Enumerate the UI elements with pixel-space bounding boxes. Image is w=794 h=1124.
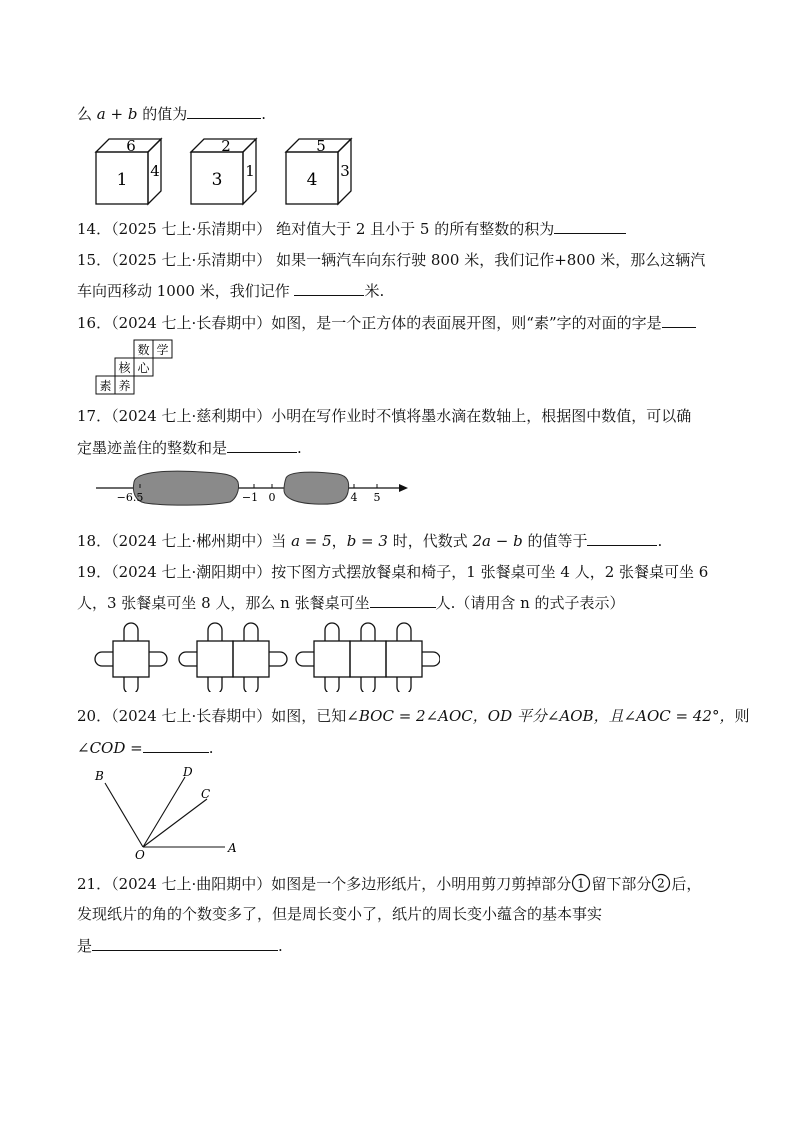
tick-label-5: 5 <box>373 491 381 504</box>
q13-expr: a + b <box>96 105 138 123</box>
q21-line2: 发现纸片的角的个数变多了，但是周长变小了，纸片的周长变小蕴含的基本事实 <box>77 905 603 923</box>
cube-2-side: 1 <box>245 162 255 180</box>
table-arrangement-2 <box>179 623 287 692</box>
tick-label-1: −6.5 <box>116 491 144 504</box>
cube-3-top: 5 <box>316 137 326 155</box>
svg-text:1: 1 <box>577 876 586 891</box>
cube-3-front: 4 <box>306 170 318 190</box>
net-cell-3: 核 <box>118 361 131 375</box>
table-arrangement-1 <box>95 623 167 692</box>
cube-1-front: 1 <box>116 170 128 190</box>
q16: 16．（2024 七上·长春期中）如图，是一个正方体的表面展开图，则“素”字的对面的字是 <box>77 313 696 333</box>
answer-blank[interactable] <box>370 593 436 608</box>
answer-blank[interactable] <box>187 104 261 119</box>
answer-blank[interactable] <box>662 313 696 328</box>
cube-2-front: 3 <box>211 170 223 190</box>
q13-tail: 么 a + b 的值为 . <box>77 105 266 123</box>
q14: 14．（2025 七上·乐清期中） 绝对值大于 2 且小于 5 的所有整数的积为 <box>77 219 626 239</box>
point-label-c: C <box>201 787 211 801</box>
number-line-figure <box>90 466 415 508</box>
answer-blank[interactable] <box>294 281 364 296</box>
table-arrangement-3 <box>296 623 440 692</box>
net-cell-1: 数 <box>137 343 150 357</box>
ink-blot-right <box>284 472 349 504</box>
cube-2-top: 2 <box>221 137 231 155</box>
answer-blank[interactable] <box>227 438 297 453</box>
q15-line2: 车向西移动 1000 米，我们记作 米. <box>77 282 385 300</box>
q19-line2: 人，3 张餐桌可坐 8 人，那么 n 张餐桌可坐 人.（请用含 n 的式子表示） <box>77 594 625 612</box>
circled-number-2 <box>651 873 671 893</box>
tick-label-3: 0 <box>268 491 276 504</box>
answer-blank[interactable] <box>92 936 278 951</box>
cube-1 <box>96 137 161 204</box>
cube-2 <box>191 137 256 204</box>
tick-label-4: 4 <box>350 491 358 504</box>
svg-text:2: 2 <box>657 876 666 891</box>
net-cell-6: 养 <box>118 379 131 393</box>
cube-1-top: 6 <box>126 137 136 155</box>
net-cell-2: 学 <box>156 343 169 357</box>
cube-1-side: 4 <box>150 162 160 180</box>
point-label-a: A <box>228 841 237 855</box>
tick-label-2: −1 <box>241 491 259 504</box>
q20-line1: 20．（2024 七上·长春期中）如图，已知∠BOC = 2∠AOC，OD 平分∠AOB，且∠AOC = 42°，则 <box>77 707 750 725</box>
answer-blank[interactable] <box>554 219 626 234</box>
q19-line1: 19．（2024 七上·潮阳期中）按下图方式摆放餐桌和椅子，1 张餐桌可坐 4 人，2 张餐桌可坐 6 <box>77 563 709 581</box>
answer-blank[interactable] <box>587 531 657 546</box>
q18: 18．（2024 七上·郴州期中）当 a = 5，b = 3 时，代数式 2a − b 的值等于 . <box>77 532 663 550</box>
q17-line2: 定墨迹盖住的整数和是 . <box>77 439 302 457</box>
tables-chairs-figure <box>90 622 440 692</box>
q17-line1: 17．（2024 七上·慈利期中）小明在写作业时不慎将墨水滴在数轴上，根据图中数值，可以确 <box>77 407 692 425</box>
circled-number-1 <box>571 873 591 893</box>
q15-line1: 15．（2025 七上·乐清期中） 如果一辆汽车向东行驶 800 米，我们记作+800 米，那么这辆汽 <box>77 251 706 269</box>
cube-net-figure <box>94 339 184 399</box>
ink-blot-left <box>133 471 238 505</box>
point-label-d: D <box>183 765 193 779</box>
cube-3-side: 3 <box>340 162 350 180</box>
cube-3 <box>286 137 351 204</box>
net-cell-4: 心 <box>137 361 150 375</box>
net-cell-5: 素 <box>99 379 112 393</box>
point-label-o: O <box>135 848 145 862</box>
q21-line3: 是 . <box>77 937 283 955</box>
q21-line1: 21．（2024 七上·曲阳期中）如图是一个多边形纸片，小明用剪刀剪掉部分 1 留下部分 2 后， <box>77 875 702 893</box>
dice-figure <box>90 133 390 208</box>
angle-figure <box>88 765 248 865</box>
point-label-b: B <box>95 769 104 783</box>
q20-line2: ∠COD = . <box>77 739 214 757</box>
answer-blank[interactable] <box>143 738 209 753</box>
